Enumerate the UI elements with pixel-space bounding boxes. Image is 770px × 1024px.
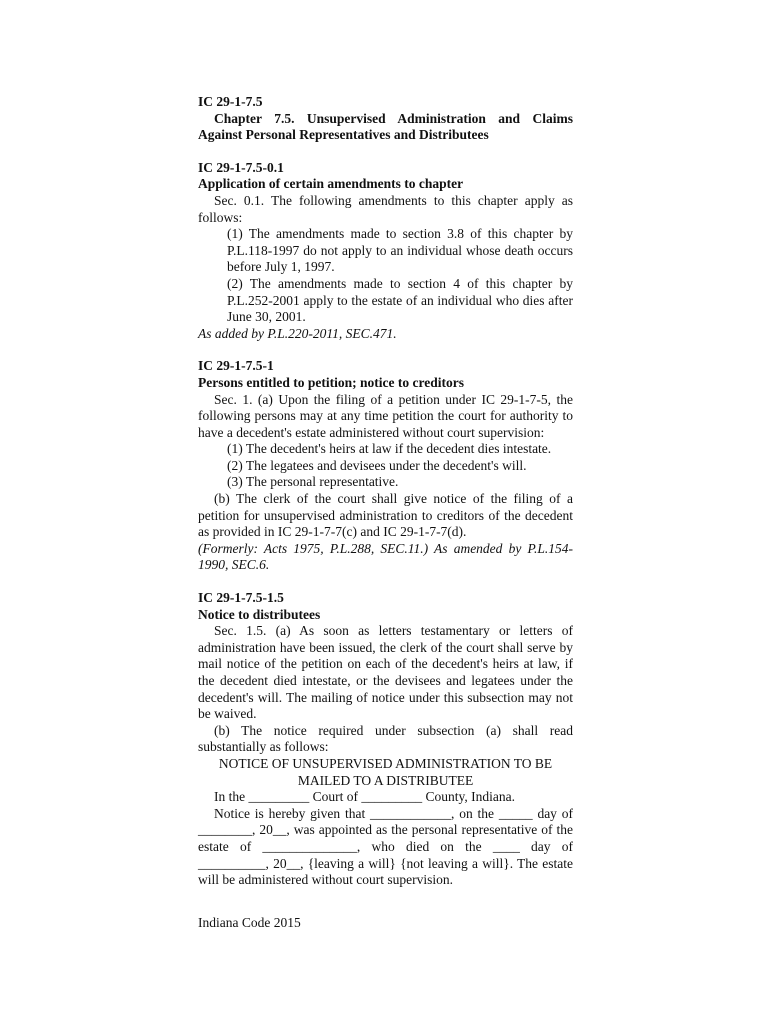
notice-title: MAILED TO A DISTRIBUTEE xyxy=(297,772,474,788)
section-heading: Notice to distributees xyxy=(198,606,321,622)
document-body xyxy=(198,94,573,889)
section-code: IC 29-1-7.5-1.5 xyxy=(198,590,284,606)
notice-body: Notice is hereby given that ____________, on the _____ day of ________, 20__, was appointed as the personal representative of the estate of ______________, who died on the ____ day of __________, 20__, {leaving a will} {not leaving a will}. The estate will be administered without court supervision. xyxy=(198,805,573,888)
section-list-item: (2) The amendments made to section 4 of this chapter by P.L.252-2001 apply to the estate of an individual who dies after June 30, 2001. xyxy=(227,275,573,325)
section-history: As added by P.L.220-2011, SEC.471. xyxy=(198,325,397,341)
notice-title: NOTICE OF UNSUPERVISED ADMINISTRATION TO BE xyxy=(218,755,553,771)
section-paragraph: Sec. 1.5. (a) As soon as letters testamentary or letters of administration have been issued, the clerk of the court shall serve by mail notice of the petition on each of the decedent's heirs at law, if the decedent died intestate, or the devisees and legatees under the decedent's will. The mailing of notice under this subsection may not be waived. xyxy=(198,623,573,722)
section-paragraph: Sec. 1. (a) Upon the filing of a petition under IC 29-1-7-5, the following persons may at any time petition the court for authority to have a decedent's estate administered without court supervision: xyxy=(198,391,573,440)
section-list-item: (1) The amendments made to section 3.8 of this chapter by P.L.118-1997 do not apply to an individual whose death occurs before July 1, 1997. xyxy=(227,226,573,275)
section-list-item: (1) The decedent's heirs at law if the decedent dies intestate. xyxy=(227,441,552,457)
section-list-item: (2) The legatees and devisees under the decedent's will. xyxy=(227,457,527,473)
chapter-code: IC 29-1-7.5 xyxy=(198,94,263,109)
section-list-item: (3) The personal representative. xyxy=(227,474,399,490)
section-paragraph: (b) The clerk of the court shall give notice of the filing of a petition for unsupervised administration to creditors of the decedent as provided in IC 29-1-7-7(c) and IC 29-1-7-7(d). xyxy=(198,491,573,540)
page-footer: Indiana Code 2015 xyxy=(198,915,301,930)
section-paragraph: (b) The notice required under subsection (a) shall read substantially as follows: xyxy=(198,722,573,755)
section-history: (Formerly: Acts 1975, P.L.288, SEC.11.) As amended by P.L.154-1990, SEC.6. xyxy=(198,540,573,573)
section-paragraph: Sec. 0.1. The following amendments to this chapter apply as follows: xyxy=(198,192,573,225)
section-code: IC 29-1-7.5-0.1 xyxy=(198,159,284,175)
chapter-title: Chapter 7.5. Unsupervised Administration and Claims Against Personal Representatives and Distributees xyxy=(198,110,573,143)
notice-court-line: In the _________ Court of _________ County, Indiana. xyxy=(214,789,515,805)
section-heading: Persons entitled to petition; notice to creditors xyxy=(198,374,464,390)
section-code: IC 29-1-7.5-1 xyxy=(198,358,274,374)
section-heading: Application of certain amendments to chapter xyxy=(198,176,464,192)
